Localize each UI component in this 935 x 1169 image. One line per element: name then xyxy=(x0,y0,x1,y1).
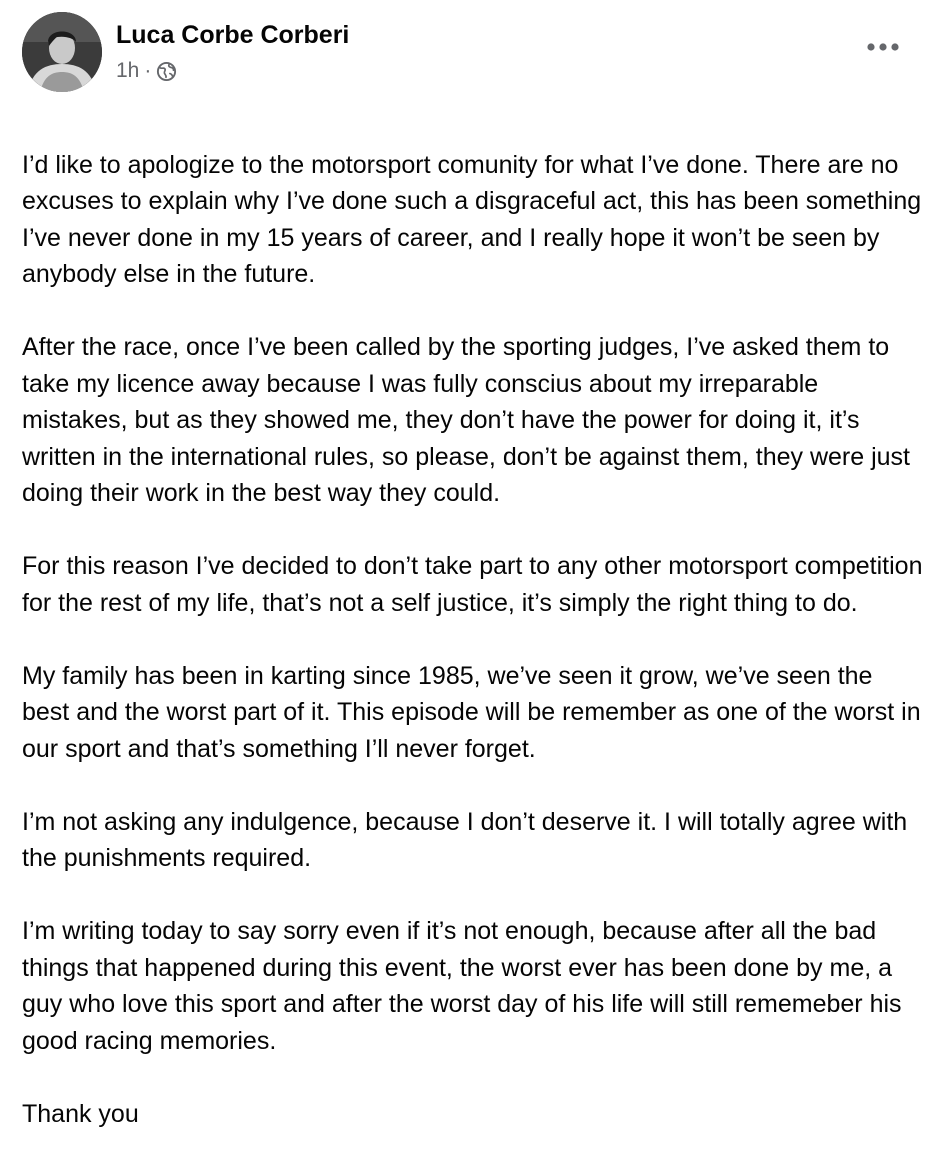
meta-separator: · xyxy=(144,59,152,82)
post-paragraph: I’m writing today to say sorry even if it’s not enough, because after all the bad things that happened during this event, the worst ever has been done by me, a guy who love this sport and after the worst day of his life will still rememeber his good racing memories. xyxy=(22,917,902,1055)
globe-icon[interactable] xyxy=(156,61,177,82)
author-avatar[interactable] xyxy=(22,12,102,92)
post-paragraph: My family has been in karting since 1985, we’ve seen it grow, we’ve seen the best and the worst part of it. This episode will be remember as one of the worst in our sport and that’s something I’ll never forget. xyxy=(22,661,921,763)
post-paragraph: I’d like to apologize to the motorsport comunity for what I’ve done. There are no excuses to explain why I’ve done such a disgraceful act, this has been something I’ve never done in my 15 years of career, and I really hope it won’t be seen by anybody else in the future. xyxy=(22,150,922,288)
more-horizontal-icon xyxy=(866,42,900,52)
profile-photo xyxy=(22,12,102,92)
post-meta xyxy=(116,58,177,84)
more-options-button[interactable] xyxy=(858,30,908,64)
post-timestamp[interactable]: 1h xyxy=(116,59,140,82)
post-header xyxy=(22,12,912,92)
post-text xyxy=(22,110,924,1169)
post-paragraph: Thank you xyxy=(22,1099,139,1128)
post-paragraph: After the race, once I’ve been called by the sporting judges, I’ve asked them to take my licence away because I was fully conscius about my irreparable mistakes, but as they showed me, they don’t have the power for doing it, it’s written in the international rules, so please, don’t be against them, they were just doing their work in the best way they could. xyxy=(22,333,911,507)
author-name[interactable]: Luca Corbe Corberi xyxy=(116,21,350,49)
post-paragraph: I’m not asking any indulgence, because I don’t deserve it. I will totally agree with the punishments required. xyxy=(22,807,908,872)
post-paragraph: For this reason I’ve decided to don’t take part to any other motorsport competition for the rest of my life, that’s not a self justice, it’s simply the right thing to do. xyxy=(22,552,923,617)
